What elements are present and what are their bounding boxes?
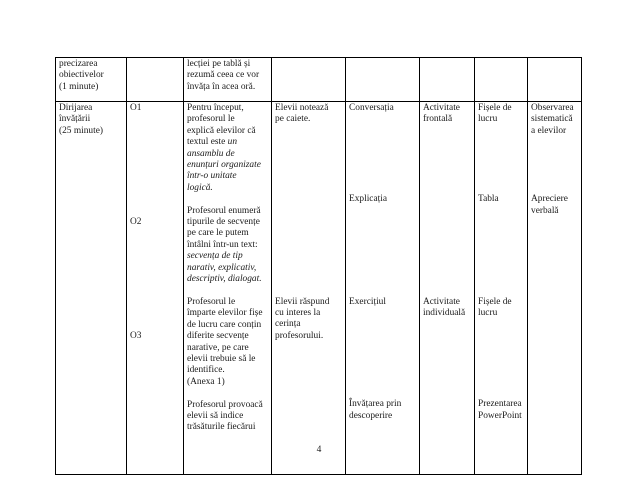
organization-cell [420,58,475,102]
table-row [56,102,582,475]
resources-cell [475,58,528,102]
objectives-cell [127,102,184,475]
methods-cell [346,58,420,102]
methods-cell: Conversația Explicația Exercițiul Învățarea prin descoperire [346,102,420,475]
evaluation-cell: Observarea sistematică a elevilor Apreciere verbală [528,102,582,475]
organization-cell: Activitate frontală Activitate individuală [420,102,475,475]
stage-cell: precizarea obiectivelor (1 minute) [56,58,127,102]
page-number: 4 [316,445,322,455]
stage-cell: Dirijarea învățării (25 minute) [56,102,127,475]
student-activity-cell: Elevii notează pe caiete. Elevii răspund cu interes la cerința profesorului. [272,102,346,475]
objective-o2: O2 [130,216,142,227]
objective-o3: O3 [130,330,142,341]
evaluation-cell [528,58,582,102]
lesson-plan-table [55,57,582,475]
objective-o1: O1 [130,103,142,113]
objectives-cell [127,58,184,102]
teacher-activity-cell: lecției pe tablă și rezumă ceea ce vor învăța în acea oră. [184,58,272,102]
teacher-activity-cell: Pentru început, profesorul le explică elevilor că textul este un ansamblu de enunțuri organizate într-o unitate logică. Profesorul enumeră tipurile de secvențe pe care le putem întâlni într-un text: secvența de tip narativ, explicativ, descriptiv, dialogat. Profesorul le împarte elevilor fișe de lucru care conțin diferite secvențe narative, pe care elevii trebuie să le identifice. (Anexa 1) Profesorul provoacă elevii să indice trăsăturile fiecărui [184,102,272,475]
table-row [56,58,582,102]
resources-cell: Fișele de lucru Tabla Fișele de lucru Prezentarea PowerPoint [475,102,528,475]
student-activity-cell [272,58,346,102]
